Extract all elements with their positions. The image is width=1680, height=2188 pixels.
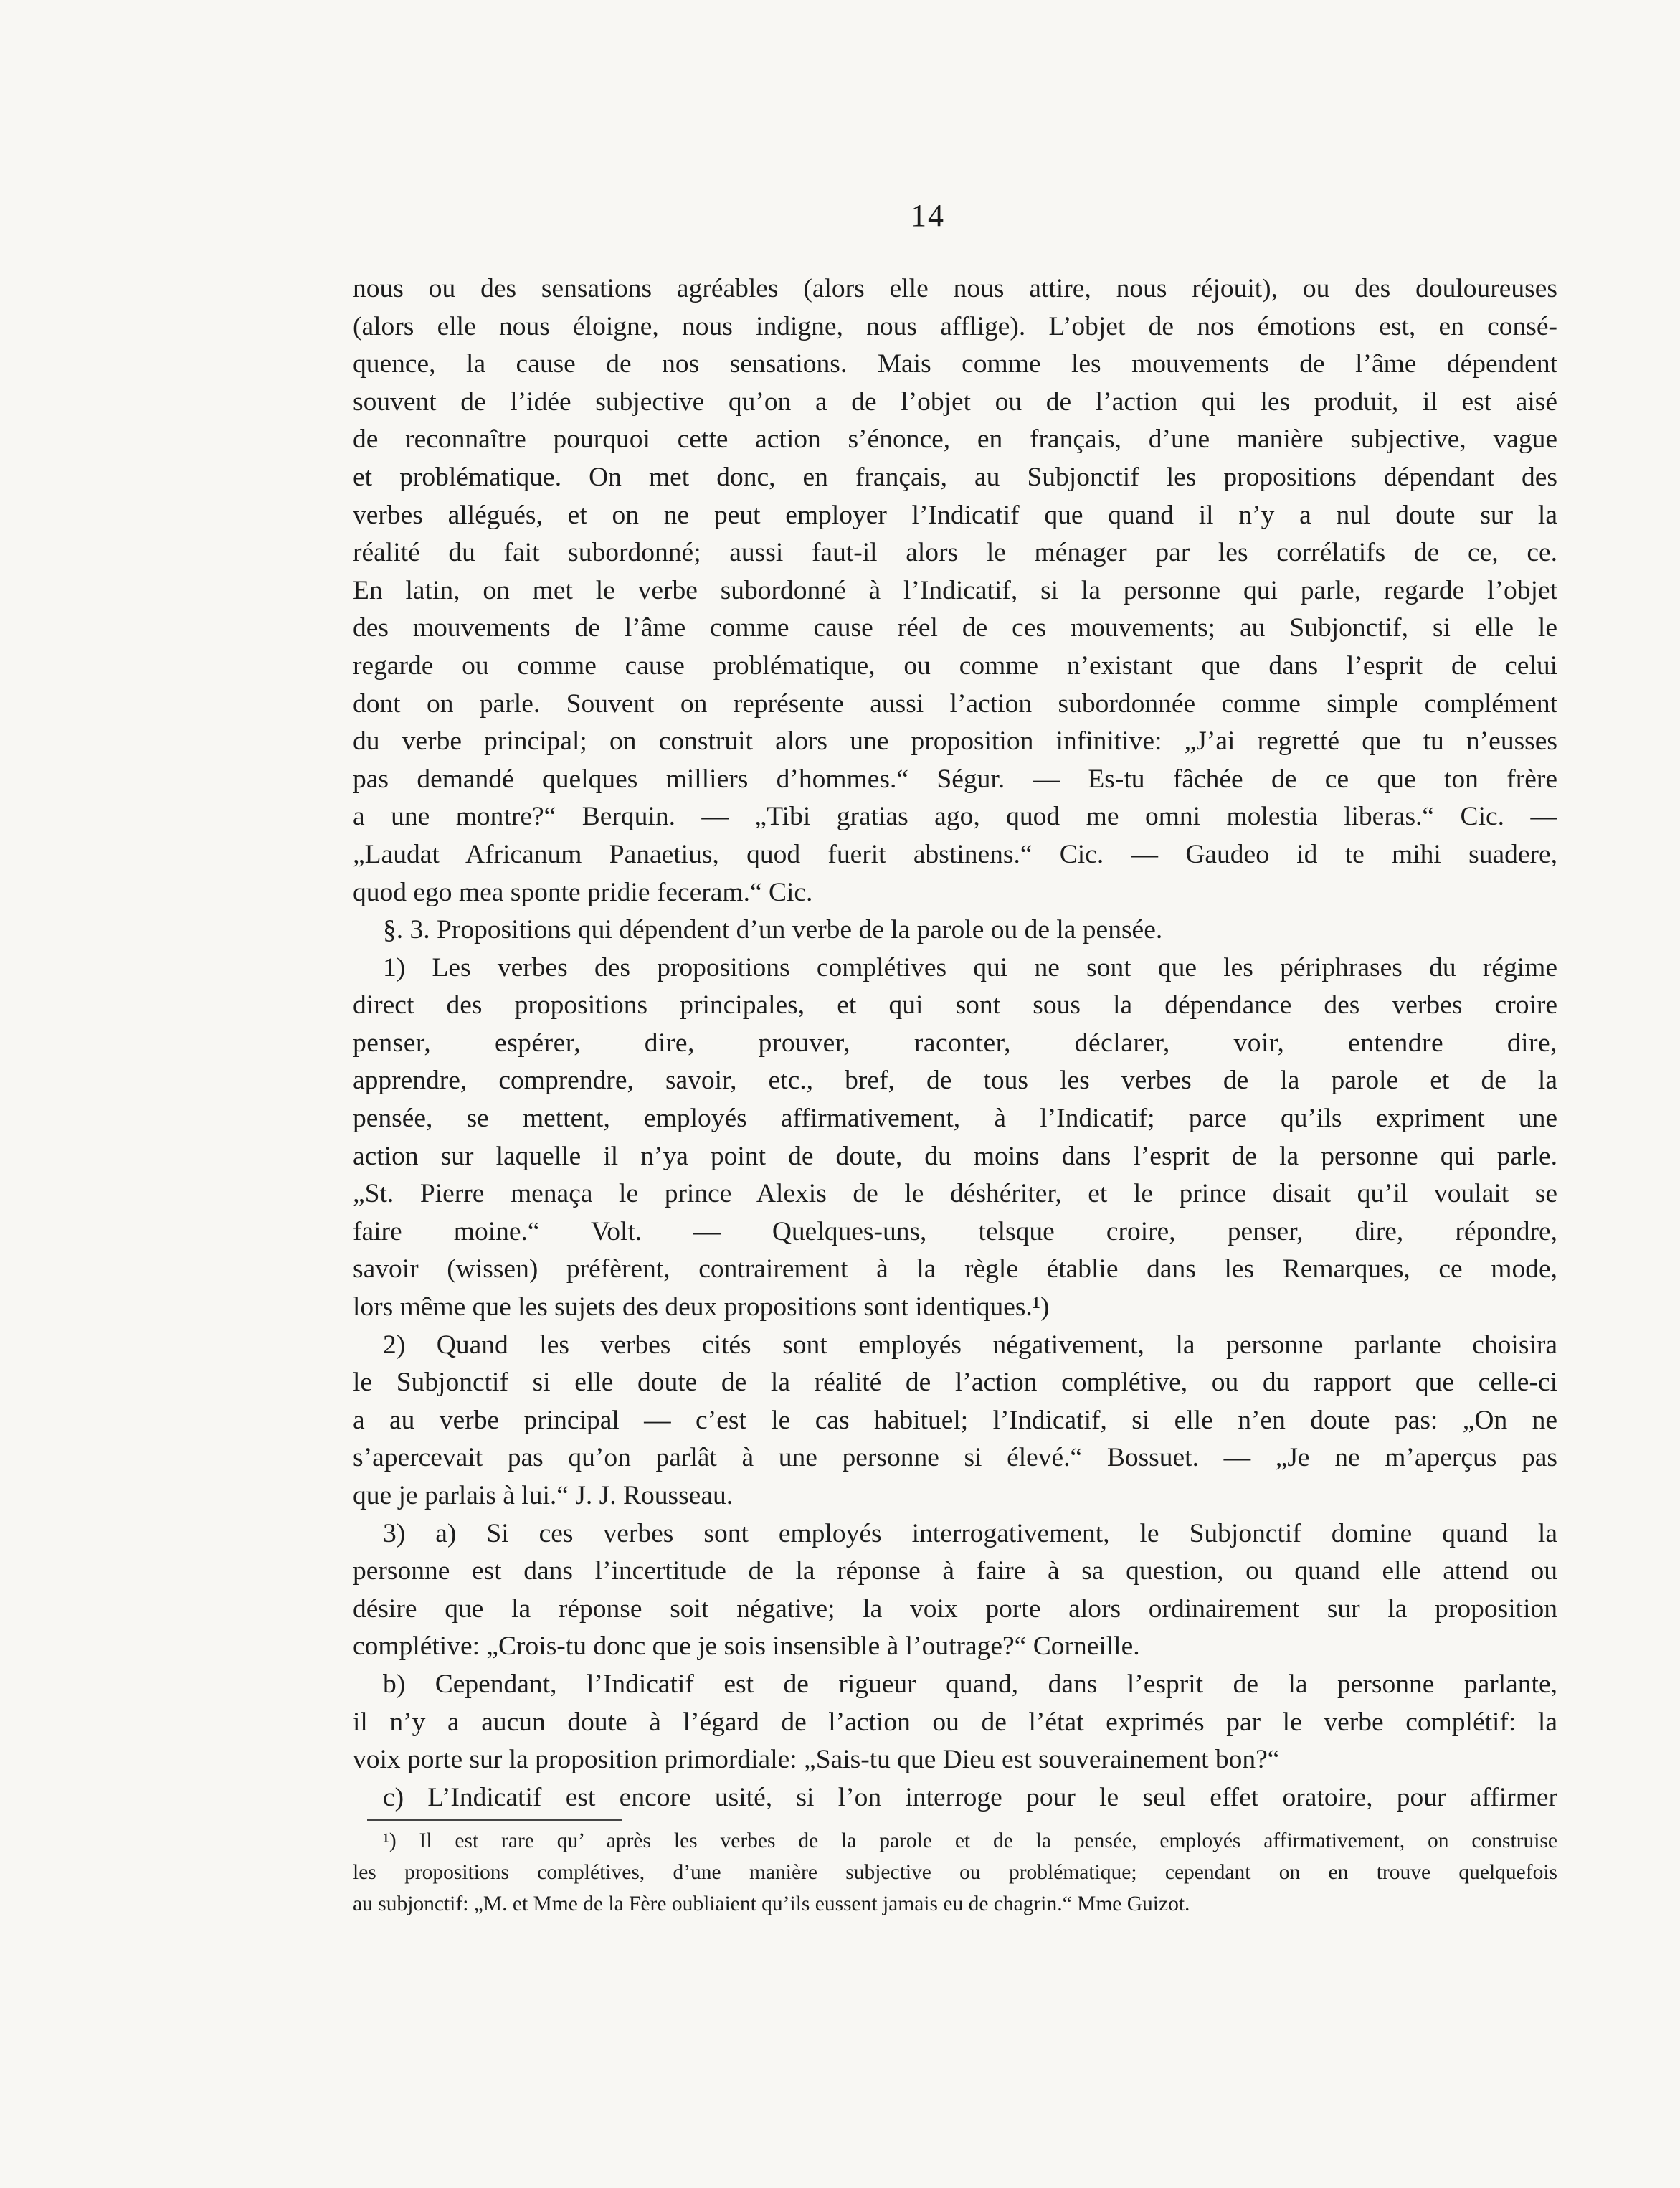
text-line: c) L’Indicatif est encore usité, si l’on interroge pour le seul effet oratoire, pour affirmer bbox=[383, 1782, 1557, 1812]
text-line: penser, espérer, dire, prouver, raconter, déclarer, voir, entendre dire, bbox=[353, 1028, 1557, 1058]
text-line: b) Cependant, l’Indicatif est de rigueur quand, dans l’esprit de la personne parlante, bbox=[383, 1669, 1557, 1699]
text-line: En latin, on met le verbe subordonné à l’Indicatif, si la personne qui parle, regarde l’objet bbox=[353, 575, 1557, 605]
text-line: „Laudat Africanum Panaetius, quod fuerit abstinens.“ Cic. — Gaudeo id te mihi suadere, bbox=[353, 839, 1557, 869]
text-line: a une montre?“ Berquin. — „Tibi gratias ago, quod me omni molestia liberas.“ Cic. — bbox=[353, 802, 1557, 832]
text-line: (alors elle nous éloigne, nous indigne, nous afflige). L’objet de nos émotions est, en consé- bbox=[353, 311, 1557, 341]
text-line: quence, la cause de nos sensations. Mais comme les mouvements de l’âme dépendent bbox=[353, 349, 1557, 379]
text-line: apprendre, comprendre, savoir, etc., bref, de tous les verbes de la parole et de la bbox=[353, 1066, 1557, 1096]
text-line: pensée, se mettent, employés affirmativement, à l’Indicatif; parce qu’ils expriment une bbox=[353, 1104, 1557, 1134]
text-line: complétive: „Crois-tu donc que je sois insensible à l’outrage?“ Corneille. bbox=[353, 1631, 1140, 1662]
text-line: direct des propositions principales, et qui sont sous la dépendance des verbes croire bbox=[353, 990, 1557, 1020]
text-line: a au verbe principal — c’est le cas habituel; l’Indicatif, si elle n’en doute pas: „On ne bbox=[353, 1405, 1557, 1435]
text-line: voix porte sur la proposition primordiale: „Sais-tu que Dieu est souverainement bon?“ bbox=[353, 1745, 1280, 1775]
text-line: de reconnaître pourquoi cette action s’énonce, en français, d’une manière subjective, vague bbox=[353, 425, 1557, 455]
body-text bbox=[353, 270, 1557, 1817]
footnote-line: ¹) Il est rare qu’ après les verbes de la parole et de la pensée, employés affirmativement, on construise bbox=[383, 1829, 1557, 1852]
footnote-line: au subjonctif: „M. et Mme de la Fère oubliaient qu’ils eussent jamais eu de chagrin.“ Mme Guizot. bbox=[353, 1893, 1190, 1915]
text-line: désire que la réponse soit négative; la voix porte alors ordinairement sur la proposition bbox=[353, 1593, 1557, 1624]
text-line: il n’y a aucun doute à l’égard de l’action ou de l’état exprimés par le verbe complétif: la bbox=[353, 1707, 1557, 1737]
page-number: 14 bbox=[911, 198, 945, 233]
text-line: savoir (wissen) préfèrent, contrairement à la règle établie dans les Remarques, ce mode, bbox=[353, 1254, 1557, 1284]
text-line: pas demandé quelques milliers d’hommes.“ Ségur. — Es-tu fâchée de ce que ton frère bbox=[353, 764, 1557, 794]
text-line: „St. Pierre menaça le prince Alexis de le déshériter, et le prince disait qu’il voulait se bbox=[353, 1179, 1557, 1209]
text-line: des mouvements de l’âme comme cause réel de ces mouvements; au Subjonctif, si elle le bbox=[353, 613, 1557, 643]
text-line: lors même que les sujets des deux propositions sont identiques.¹) bbox=[353, 1292, 1050, 1322]
section-heading: §. 3. Propositions qui dépendent d’un verbe de la parole ou de la pensée. bbox=[383, 915, 1163, 945]
text-line: verbes allégués, et on ne peut employer l’Indicatif que quand il n’y a nul doute sur la bbox=[353, 500, 1557, 530]
text-line: que je parlais à lui.“ J. J. Rousseau. bbox=[353, 1481, 734, 1510]
text-line: du verbe principal; on construit alors une proposition infinitive: „J’ai regretté que tu n’eusses bbox=[353, 726, 1557, 757]
text-line: nous ou des sensations agréables (alors elle nous attire, nous réjouit), ou des douloureuses bbox=[353, 274, 1557, 303]
text-line: s’apercevait pas qu’on parlât à une personne si élevé.“ Bossuet. — „Je ne m’aperçus pas bbox=[353, 1443, 1557, 1473]
text-line: action sur laquelle il n’ya point de doute, du moins dans l’esprit de la personne qui parle. bbox=[353, 1141, 1557, 1171]
text-line: dont on parle. Souvent on représente aussi l’action subordonnée comme simple complément bbox=[353, 688, 1557, 719]
text-line: quod ego mea sponte pridie feceram.“ Cic. bbox=[353, 877, 813, 907]
footnote-rule bbox=[367, 1819, 622, 1821]
text-line: personne est dans l’incertitude de la réponse à faire à sa question, ou quand elle attend ou bbox=[353, 1556, 1557, 1586]
text-line: 1) Les verbes des propositions complétives qui ne sont que les périphrases du régime bbox=[383, 952, 1557, 982]
text-line: souvent de l’idée subjective qu’on a de l’objet ou de l’action qui les produit, il est aisé bbox=[353, 387, 1557, 417]
text-line: réalité du fait subordonné; aussi faut-il alors le ménager par les corrélatifs de ce, ce. bbox=[353, 538, 1557, 568]
footnotes bbox=[353, 1825, 1557, 1920]
text-line: 2) Quand les verbes cités sont employés négativement, la personne parlante choisira bbox=[383, 1330, 1557, 1360]
text-line: regarde ou comme cause problématique, ou comme n’existant que dans l’esprit de celui bbox=[353, 650, 1557, 681]
text-line: faire moine.“ Volt. — Quelques-uns, telsque croire, penser, dire, répondre, bbox=[353, 1216, 1557, 1246]
text-line: 3) a) Si ces verbes sont employés interrogativement, le Subjonctif domine quand la bbox=[383, 1518, 1557, 1548]
footnote-line: les propositions complétives, d’une manière subjective ou problématique; cependant on en trouve quelquefois bbox=[353, 1861, 1557, 1884]
text-line: le Subjonctif si elle doute de la réalité de l’action complétive, ou du rapport que celle-ci bbox=[353, 1368, 1557, 1398]
text-line: et problématique. On met donc, en français, au Subjonctif les propositions dépendant des bbox=[353, 462, 1557, 492]
